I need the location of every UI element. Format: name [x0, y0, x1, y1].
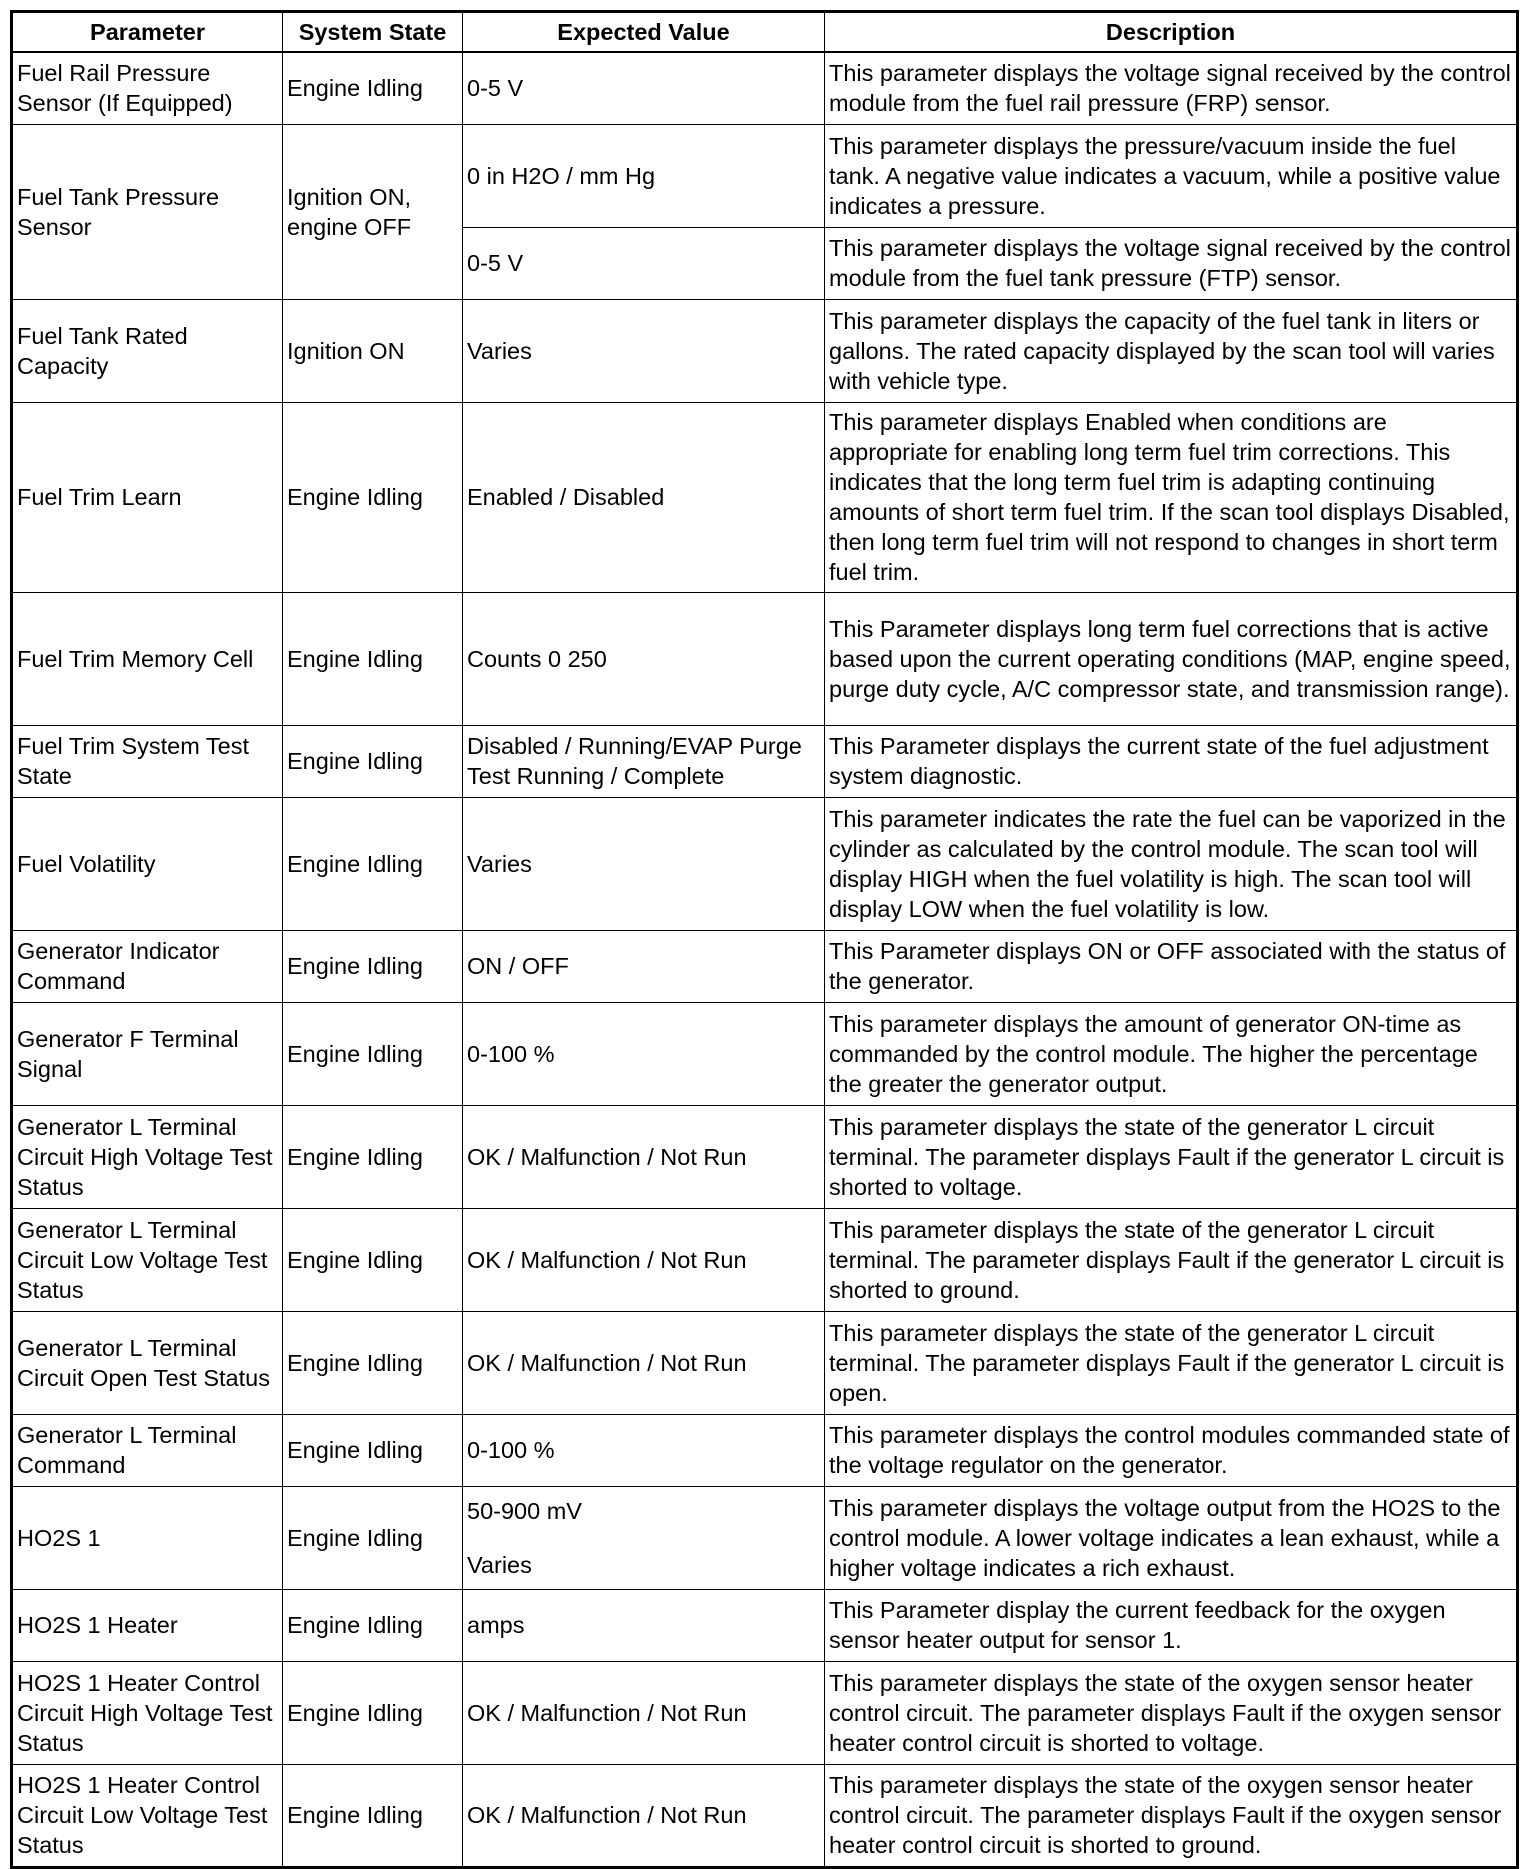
cell-expected-value: Disabled / Running/EVAP Purge Test Running / Complete: [463, 725, 825, 797]
header-parameter: Parameter: [12, 12, 283, 53]
expected-value-line: 50-900 mV: [467, 1497, 582, 1524]
cell-system-state: Engine Idling: [283, 1486, 463, 1589]
cell-parameter: Fuel Tank Rated Capacity: [12, 299, 283, 402]
table-row: [12, 1764, 1518, 1867]
cell-description: This parameter indicates the rate the fuel can be vaporized in the cylinder as calculated by the control module. The scan tool will display HIGH when the fuel volatility is high. The scan tool will display LOW when the fuel volatility is low.: [825, 797, 1518, 930]
cell-expected-value-secondary: 0-5 V: [463, 227, 825, 299]
cell-system-state: Engine Idling: [283, 725, 463, 797]
cell-system-state: Engine Idling: [283, 402, 463, 592]
cell-system-state: Engine Idling: [283, 1414, 463, 1486]
cell-expected-value: Varies: [463, 797, 825, 930]
cell-description: This Parameter displays the current state of the fuel adjustment system diagnostic.: [825, 725, 1518, 797]
cell-parameter: Generator F Terminal Signal: [12, 1002, 283, 1105]
cell-description: This parameter displays the state of the oxygen sensor heater control circuit. The parameter displays Fault if the oxygen sensor heater control circuit is shorted to ground.: [825, 1764, 1518, 1867]
table-row: [12, 52, 1518, 124]
cell-parameter: Fuel Volatility: [12, 797, 283, 930]
cell-system-state: Engine Idling: [283, 592, 463, 725]
cell-description: This parameter displays the state of the generator L circuit terminal. The parameter displays Fault if the generator L circuit is shorted to voltage.: [825, 1105, 1518, 1208]
cell-parameter: Fuel Trim Learn: [12, 402, 283, 592]
header-system-state: System State: [283, 12, 463, 53]
table-row: [12, 797, 1518, 930]
cell-system-state: Engine Idling: [283, 1764, 463, 1867]
cell-description: This parameter displays the capacity of the fuel tank in liters or gallons. The rated capacity displayed by the scan tool will varies with vehicle type.: [825, 299, 1518, 402]
cell-parameter: Generator L Terminal Circuit High Voltage Test Status: [12, 1105, 283, 1208]
cell-description: This parameter displays the amount of generator ON-time as commanded by the control module. The higher the percentage the greater the generator output.: [825, 1002, 1518, 1105]
cell-system-state: Ignition ON, engine OFF: [283, 124, 463, 299]
table-row: [12, 1486, 1518, 1589]
table-row: [12, 1208, 1518, 1311]
cell-description: This Parameter display the current feedback for the oxygen sensor heater output for sensor 1.: [825, 1589, 1518, 1661]
cell-system-state: Engine Idling: [283, 1661, 463, 1764]
header-description: Description: [825, 12, 1518, 53]
cell-description: This parameter displays the state of the generator L circuit terminal. The parameter displays Fault if the generator L circuit is shorted to ground.: [825, 1208, 1518, 1311]
cell-expected-value: 0-100 %: [463, 1414, 825, 1486]
cell-expected-value: Varies: [463, 299, 825, 402]
cell-system-state: Engine Idling: [283, 1208, 463, 1311]
cell-expected-value: amps: [463, 1589, 825, 1661]
cell-description: This parameter displays the control modules commanded state of the voltage regulator on the generator.: [825, 1414, 1518, 1486]
cell-expected-value: 0-5 V: [463, 52, 825, 124]
cell-expected-value: OK / Malfunction / Not Run: [463, 1661, 825, 1764]
cell-expected-value: OK / Malfunction / Not Run: [463, 1208, 825, 1311]
table-row: [12, 1002, 1518, 1105]
table-row: [12, 1414, 1518, 1486]
cell-expected-value: Enabled / Disabled: [463, 402, 825, 592]
table-header-row: [12, 12, 1518, 53]
cell-system-state: Engine Idling: [283, 1002, 463, 1105]
cell-expected-value: OK / Malfunction / Not Run: [463, 1764, 825, 1867]
table-row: [12, 402, 1518, 592]
cell-expected-value: ON / OFF: [463, 930, 825, 1002]
cell-description: This parameter displays the state of the oxygen sensor heater control circuit. The parameter displays Fault if the oxygen sensor heater control circuit is shorted to voltage.: [825, 1661, 1518, 1764]
cell-parameter: Fuel Rail Pressure Sensor (If Equipped): [12, 52, 283, 124]
cell-parameter: Generator L Terminal Circuit Low Voltage Test Status: [12, 1208, 283, 1311]
cell-parameter: Fuel Trim System Test State: [12, 725, 283, 797]
cell-description: This parameter displays the voltage signal received by the control module from the fuel rail pressure (FRP) sensor.: [825, 52, 1518, 124]
table-row: [12, 725, 1518, 797]
cell-description: This parameter displays the state of the generator L circuit terminal. The parameter displays Fault if the generator L circuit is open.: [825, 1311, 1518, 1414]
table-row: [12, 1105, 1518, 1208]
cell-parameter: Generator L Terminal Command: [12, 1414, 283, 1486]
table-row: [12, 1661, 1518, 1764]
cell-description: This Parameter displays ON or OFF associated with the status of the generator.: [825, 930, 1518, 1002]
cell-parameter: HO2S 1 Heater Control Circuit High Voltage Test Status: [12, 1661, 283, 1764]
cell-parameter: HO2S 1 Heater Control Circuit Low Voltage Test Status: [12, 1764, 283, 1867]
cell-description: This parameter displays the voltage output from the HO2S to the control module. A lower voltage indicates a lean exhaust, while a higher voltage indicates a rich exhaust.: [825, 1486, 1518, 1589]
table-row: [12, 299, 1518, 402]
cell-expected-value: 0 in H2O / mm Hg: [463, 124, 825, 227]
cell-parameter: Generator Indicator Command: [12, 930, 283, 1002]
expected-value-spacer: [467, 1526, 820, 1550]
cell-system-state: Engine Idling: [283, 930, 463, 1002]
cell-description: This Parameter displays long term fuel corrections that is active based upon the current operating conditions (MAP, engine speed, purge duty cycle, A/C compressor state, and transmission range).: [825, 592, 1518, 725]
cell-parameter: Fuel Trim Memory Cell: [12, 592, 283, 725]
cell-expected-value: OK / Malfunction / Not Run: [463, 1311, 825, 1414]
cell-system-state: Engine Idling: [283, 1105, 463, 1208]
expected-value-line: Varies: [467, 1551, 532, 1578]
parameter-table: [10, 10, 1519, 1869]
cell-parameter: HO2S 1 Heater: [12, 1589, 283, 1661]
cell-system-state: Ignition ON: [283, 299, 463, 402]
cell-expected-value: OK / Malfunction / Not Run: [463, 1105, 825, 1208]
cell-parameter: Fuel Tank Pressure Sensor: [12, 124, 283, 299]
cell-parameter: HO2S 1: [12, 1486, 283, 1589]
parameter-table-page: [10, 10, 1516, 1860]
cell-description: This parameter displays the pressure/vacuum inside the fuel tank. A negative value indicates a vacuum, while a positive value indicates a pressure.: [825, 124, 1518, 227]
cell-expected-value: Counts 0 250: [463, 592, 825, 725]
cell-description: This parameter displays Enabled when conditions are appropriate for enabling long term fuel trim corrections. This indicates that the long term fuel trim is adapting continuing amounts of short term fuel trim. If the scan tool displays Disabled, then long term fuel trim will not respond to changes in short term fuel trim.: [825, 402, 1518, 592]
cell-expected-value-group: [463, 1486, 825, 1589]
cell-system-state: Engine Idling: [283, 1311, 463, 1414]
cell-description-secondary: This parameter displays the voltage signal received by the control module from the fuel tank pressure (FTP) sensor.: [825, 227, 1518, 299]
cell-system-state: Engine Idling: [283, 797, 463, 930]
header-expected-value: Expected Value: [463, 12, 825, 53]
cell-system-state: Engine Idling: [283, 52, 463, 124]
cell-system-state: Engine Idling: [283, 1589, 463, 1661]
table-row: [12, 124, 1518, 227]
cell-expected-value: 0-100 %: [463, 1002, 825, 1105]
table-row: [12, 1589, 1518, 1661]
cell-parameter: Generator L Terminal Circuit Open Test Status: [12, 1311, 283, 1414]
table-row: [12, 1311, 1518, 1414]
table-row: [12, 930, 1518, 1002]
table-row: [12, 592, 1518, 725]
